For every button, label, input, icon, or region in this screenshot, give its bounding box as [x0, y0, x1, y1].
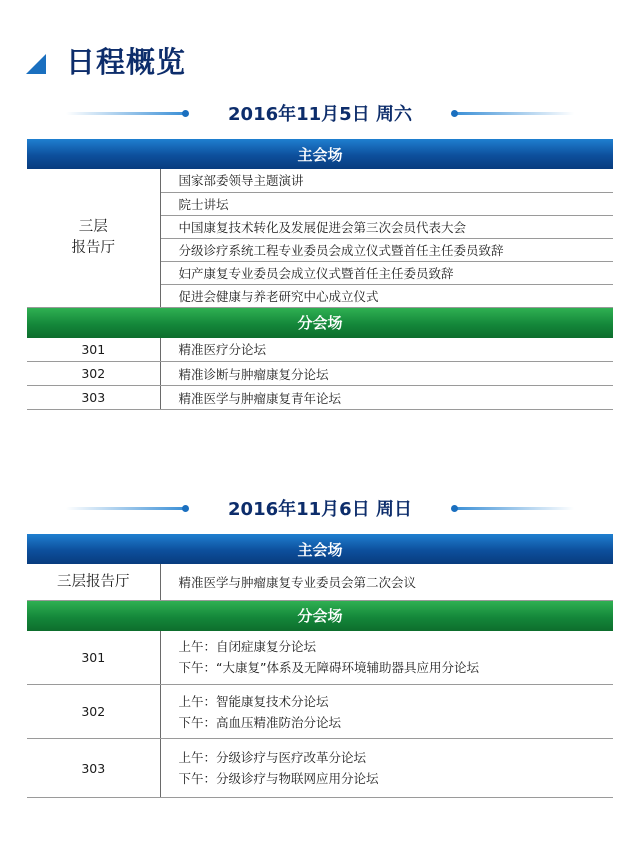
table-row — [27, 739, 613, 798]
day1-date: 2016年11月5日 周六 — [228, 104, 412, 125]
date-divider-left — [66, 507, 186, 510]
forum-topic: 精准医疗分论坛 — [160, 338, 613, 362]
venue-line: 三层 — [78, 218, 108, 235]
page-header — [26, 40, 186, 80]
morning-session: 上午：分级诊疗与医疗改革分论坛 — [178, 750, 367, 765]
table-row — [27, 685, 613, 739]
date-divider-left — [66, 112, 186, 115]
main-venue-cell: 三层报告厅 — [27, 564, 160, 600]
room-number: 302 — [27, 685, 160, 739]
table-row — [27, 631, 613, 685]
table-row — [27, 169, 613, 192]
afternoon-session: 下午：分级诊疗与物联网应用分论坛 — [178, 771, 379, 786]
date-divider-right — [454, 112, 574, 115]
day2-date: 2016年11月6日 周日 — [228, 499, 412, 520]
day1-branch-table — [27, 338, 613, 411]
afternoon-session: 下午：高血压精准防治分论坛 — [178, 714, 342, 730]
agenda-item: 国家部委领导主题演讲 — [160, 169, 613, 192]
day1-main-table — [27, 169, 613, 308]
forum-topic: 精准医学与肿瘤康复青年论坛 — [160, 386, 613, 410]
agenda-item: 妇产康复专业委员会成立仪式暨首任主任委员致辞 — [160, 261, 613, 284]
table-row — [27, 564, 613, 600]
main-venue-band: 主会场 — [27, 139, 613, 169]
table-row — [27, 338, 613, 362]
room-number: 303 — [27, 386, 160, 410]
forum-schedule — [160, 631, 613, 685]
morning-session: 上午：智能康复技术分论坛 — [178, 693, 329, 709]
venue-line: 报告厅 — [71, 239, 115, 256]
day2-main-table — [27, 564, 613, 601]
forum-topic: 精准诊断与肿瘤康复分论坛 — [160, 362, 613, 386]
agenda-item: 精准医学与肿瘤康复专业委员会第二次会议 — [160, 564, 613, 600]
table-row — [27, 386, 613, 410]
room-number: 301 — [27, 338, 160, 362]
table-row — [27, 362, 613, 386]
agenda-item: 院士讲坛 — [160, 192, 613, 215]
agenda-item: 分级诊疗系统工程专业委员会成立仪式暨首任主任委员致辞 — [160, 238, 613, 261]
agenda-item: 中国康复技术转化及发展促进会第三次会员代表大会 — [160, 215, 613, 238]
day2-date-row — [0, 496, 640, 520]
branch-venue-band: 分会场 — [27, 308, 613, 338]
main-venue-band: 主会场 — [27, 534, 613, 564]
room-number: 302 — [27, 362, 160, 386]
room-number: 303 — [27, 739, 160, 798]
triangle-icon — [26, 54, 46, 74]
day1-date-row — [0, 101, 640, 125]
day2-branch-table — [27, 631, 613, 799]
date-divider-right — [454, 507, 574, 510]
main-venue-cell — [27, 169, 160, 307]
page-title: 日程概览 — [66, 44, 187, 79]
day2-schedule — [27, 534, 613, 798]
morning-session: 上午：自闭症康复分论坛 — [178, 639, 317, 655]
branch-venue-band: 分会场 — [27, 601, 613, 631]
room-number: 301 — [27, 631, 160, 685]
forum-schedule — [160, 739, 613, 798]
agenda-item: 促进会健康与养老研究中心成立仪式 — [160, 284, 613, 307]
afternoon-session: 下午：“大康复”体系及无障碍环境辅助器具应用分论坛 — [178, 660, 479, 676]
day1-schedule — [27, 139, 613, 410]
forum-schedule — [160, 685, 613, 739]
